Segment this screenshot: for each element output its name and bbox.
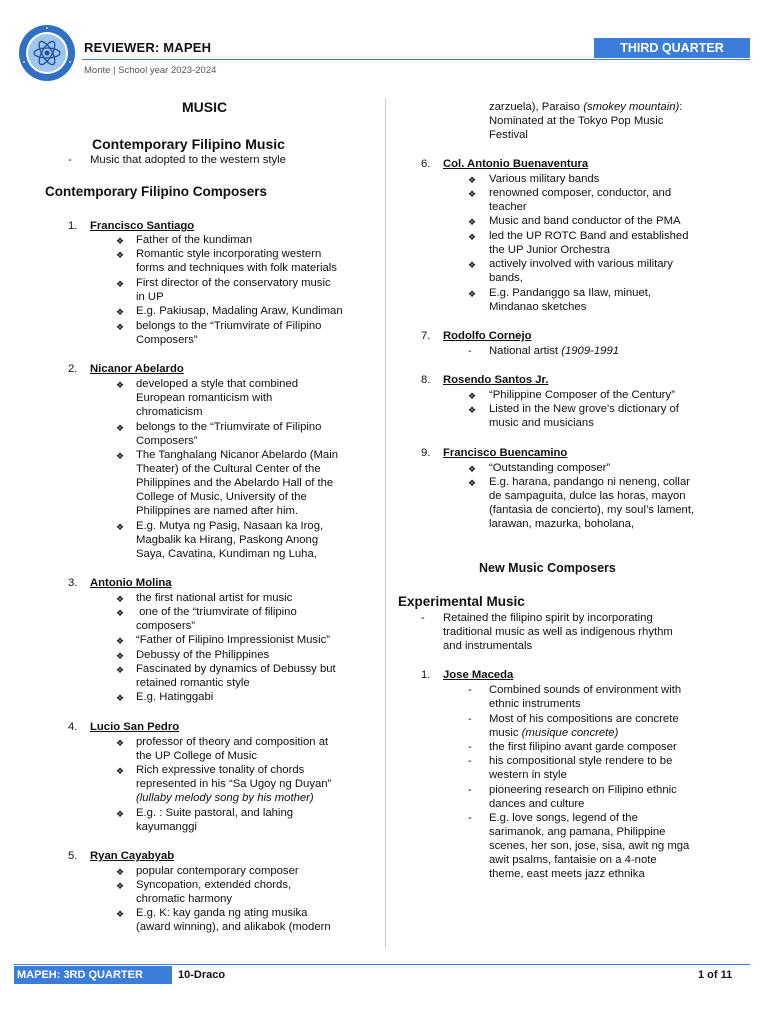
detail-line: (fantasia de concierto), my soul’s lament, [489,504,695,516]
detail-line: chromaticism [136,406,203,418]
detail-line: Father of the kundiman [136,234,253,246]
composers-heading: Contemporary Filipino Composers [45,184,268,199]
page-number: 1 of 11 [698,969,733,981]
item-number: 9. [421,447,431,459]
experimental-line: and instrumentals [443,640,533,652]
bullet-icon: ❖ [116,693,125,703]
header-rule [82,59,750,60]
quarter-badge: THIRD QUARTER [594,38,750,58]
item-number: 7. [421,330,431,342]
footer-rule [14,964,750,965]
detail-line: Theater) of the Cultural Center of the [136,463,321,475]
detail-line: professor of theory and composition at [136,736,329,748]
bullet-icon: ❖ [116,522,125,532]
bullet-icon: ❖ [468,217,477,227]
detail-line: the UP Junior Orchestra [489,244,610,256]
bullet-icon: ❖ [116,250,125,260]
detail-line: Philippines are named after him. [136,505,299,517]
item-number: 8. [421,374,431,386]
detail-line: Romantic style incorporating western [136,248,322,260]
detail-line: dances and culture [489,798,585,810]
detail-line: Syncopation, extended chords, [136,879,292,891]
composer-name: Francisco Santiago [90,220,195,232]
detail-line: E.g. : Suite pastoral, and lahing [136,807,294,819]
bullet-icon: ❖ [116,909,125,919]
detail-line: Composers” [136,435,198,447]
bullet-icon: ❖ [116,279,125,289]
detail-line: E.g. harana, pandango ni neneng, collar [489,476,690,488]
detail-line: Rich expressive tonality of chords [136,764,305,776]
detail-line: Mindanao sketches [489,301,587,313]
item-number: 6. [421,158,431,170]
footer-class: 10-Draco [178,969,226,981]
detail-line: scenes, her son, jose, sisa, awit ng mga [489,840,690,852]
header-subtitle: Monte | School year 2023-2024 [84,65,217,76]
column-divider [385,98,386,948]
detail-line: “Philippine Composer of the Century” [489,389,675,401]
composer-name: Francisco Buencamino [443,447,568,459]
detail-line: forms and techniques with folk materials [136,262,337,274]
detail-line: E.g. Hatinggabi [136,691,214,703]
detail-text: music [489,727,522,739]
item-number: 3. [68,577,78,589]
detail-line: renowned composer, conductor, and [489,187,672,199]
composer-name: Ryan Cayabyab [90,850,175,862]
dash-marker: - [468,755,472,767]
detail-line: ethnic instruments [489,698,581,710]
bullet-icon: ❖ [116,451,125,461]
continued-text: zarzuela), Paraiso [489,101,584,113]
continued-line [489,100,682,114]
detail-line: The Tanghalang Nicanor Abelardo (Main [136,449,339,461]
bullet-icon: ❖ [116,738,125,748]
detail-line: Various military bands [489,173,600,185]
detail-line: popular contemporary composer [136,865,299,877]
detail-line: awit psalms, fantaisie on a 4-note [489,854,657,866]
bullet-icon: ❖ [116,665,125,675]
item-number: 5. [68,850,78,862]
item-number: 1. [421,669,431,681]
detail-line: his compositional style rendere to be [489,755,673,767]
reviewer-title: REVIEWER: MAPEH [84,40,212,55]
composer-name: Rodolfo Cornejo [443,330,532,342]
dash-marker: - [468,684,472,696]
composer-name: Rosendo Santos Jr. [443,374,549,386]
detail-line: E.g. Pakiusap, Madaling Araw, Kundiman [136,305,343,317]
detail-line: actively involved with various military [489,258,673,270]
bullet-icon: ❖ [468,260,477,270]
detail-line: Magbalik ka Hirang, Paskong Anong [136,534,319,546]
bullet-icon: ❖ [116,608,125,618]
detail-line: belongs to the “Triumvirate of Filipino [136,421,322,433]
experimental-line: Retained the filipino spirit by incorporating [443,612,653,624]
bullet-icon: ❖ [116,651,125,661]
bullet-icon: ❖ [116,636,125,646]
detail-line: Music and band conductor of the PMA [489,215,681,227]
bullet-icon: ❖ [116,423,125,433]
detail-line: bands, [489,272,523,284]
bullet-icon: ❖ [116,594,125,604]
detail-line: European romanticism with [136,392,273,404]
composer-name: Nicanor Abelardo [90,363,184,375]
dash-marker: - [68,154,72,166]
detail-line: First director of the conservatory music [136,277,331,289]
composer-name: Lucio San Pedro [90,721,180,733]
bullet-icon: ❖ [468,478,477,488]
detail-text: National artist [489,345,562,357]
detail-line [489,344,619,358]
detail-line: E.g. Pandanggo sa Ilaw, minuet, [489,287,652,299]
detail-line: Listed in the New grove's dictionary of [489,403,679,415]
detail-line: theme, east meets jazz ethnika [489,868,645,880]
detail-line: Combined sounds of environment with [489,684,682,696]
item-number: 1. [68,220,78,232]
experimental-line: traditional music as well as indigenous rhythm [443,626,673,638]
dash-marker: - [468,713,472,725]
detail-line: led the UP ROTC Band and established [489,230,689,242]
footer-subject-tab: MAPEH: 3RD QUARTER [14,966,172,984]
detail-line: chromatic harmony [136,893,233,905]
detail-line: Fascinated by dynamics of Debussy but [136,663,336,675]
bullet-icon: ❖ [468,405,477,415]
detail-line: developed a style that combined [136,378,299,390]
detail-line: the first filipino avant garde composer [489,741,677,753]
detail-line: de sampaguita, dulce las horas, mayon [489,490,686,502]
bullet-icon: ❖ [116,809,125,819]
bullet-icon: ❖ [116,867,125,877]
dash-marker: - [421,612,425,624]
bullet-icon: ❖ [468,391,477,401]
detail-line: one of the “triumvirate of filipino [136,606,297,618]
bullet-icon: ❖ [468,189,477,199]
bullet-icon: ❖ [468,464,477,474]
detail-line: pioneering research on Filipino ethnic [489,784,677,796]
bullet-icon: ❖ [468,175,477,185]
detail-line: (award winning), and alikabok (modern [136,921,331,933]
detail-line [489,726,618,740]
detail-line: E.g. Mutya ng Pasig, Nasaan ka Irog, [136,520,324,532]
detail-italic: (musique concrete) [521,727,619,739]
detail-line: sarimanok, ang pamana, Philippine [489,826,666,838]
detail-line: College of Music, University of the [136,491,307,503]
bullet-icon: ❖ [116,236,125,246]
bullet-icon: ❖ [116,322,125,332]
dash-marker: - [468,812,472,824]
detail-line: Saya, Cavatina, Kundiman ng Luha, [136,548,317,560]
topic-heading: Contemporary Filipino Music [92,136,285,152]
composer-name: Antonio Molina [90,577,172,589]
detail-line: belongs to the “Triumvirate of Filipino [136,320,322,332]
dash-marker: - [468,741,472,753]
detail-line: larawan, mazurka, boholana, [489,518,635,530]
continued-italic: (smokey mountain) [583,101,680,113]
detail-line: E.g. love songs, legend of the [489,812,638,824]
experimental-heading: Experimental Music [398,594,525,609]
detail-line: retained romantic style [136,677,250,689]
detail-line: Philippines and the Abelardo Hall of the [136,477,334,489]
continued-colon: : [679,101,683,113]
detail-italic: (1909-1991 [561,345,620,357]
detail-line: “Outstanding composer” [489,462,611,474]
detail-line: Composers” [136,334,198,346]
continued-line: Nominated at the Tokyo Pop Music [489,115,664,127]
dash-marker: - [468,784,472,796]
composer-name: Col. Antonio Buenaventura [443,158,589,170]
item-number: 4. [68,721,78,733]
detail-line: the first national artist for music [136,592,293,604]
detail-line: in UP [136,291,164,303]
detail-line: represented in his “Sa Ugoy ng Duyan” [136,778,332,790]
bullet-icon: ❖ [116,881,125,891]
bullet-icon: ❖ [116,766,125,776]
continued-line: Festival [489,129,528,141]
detail-line: the UP College of Music [136,750,257,762]
detail-line: “Father of Filipino Impressionist Music” [136,634,330,646]
bullet-icon: ❖ [116,380,125,390]
detail-line: E.g. K: kay ganda ng ating musika [136,907,308,919]
detail-line-italic: (lullaby melody song by his mother) [136,792,314,804]
detail-line: kayumanggi [136,821,197,833]
topic-description: Music that adopted to the western style [90,154,286,166]
item-number: 2. [68,363,78,375]
detail-line: music and musicians [489,417,594,429]
dash-marker: - [468,345,472,357]
school-seal-logo [18,24,76,82]
bullet-icon: ❖ [468,289,477,299]
detail-line: Debussy of the Philippines [136,649,270,661]
section-title: MUSIC [182,99,228,115]
detail-line: composers” [136,620,196,632]
bullet-icon: ❖ [116,307,125,317]
bullet-icon: ❖ [468,232,477,242]
detail-line: western in style [489,769,567,781]
new-composers-heading: New Music Composers [479,561,616,575]
detail-line: teacher [489,201,527,213]
composer-name: Jose Maceda [443,669,514,681]
detail-line: Most of his compositions are concrete [489,713,679,725]
